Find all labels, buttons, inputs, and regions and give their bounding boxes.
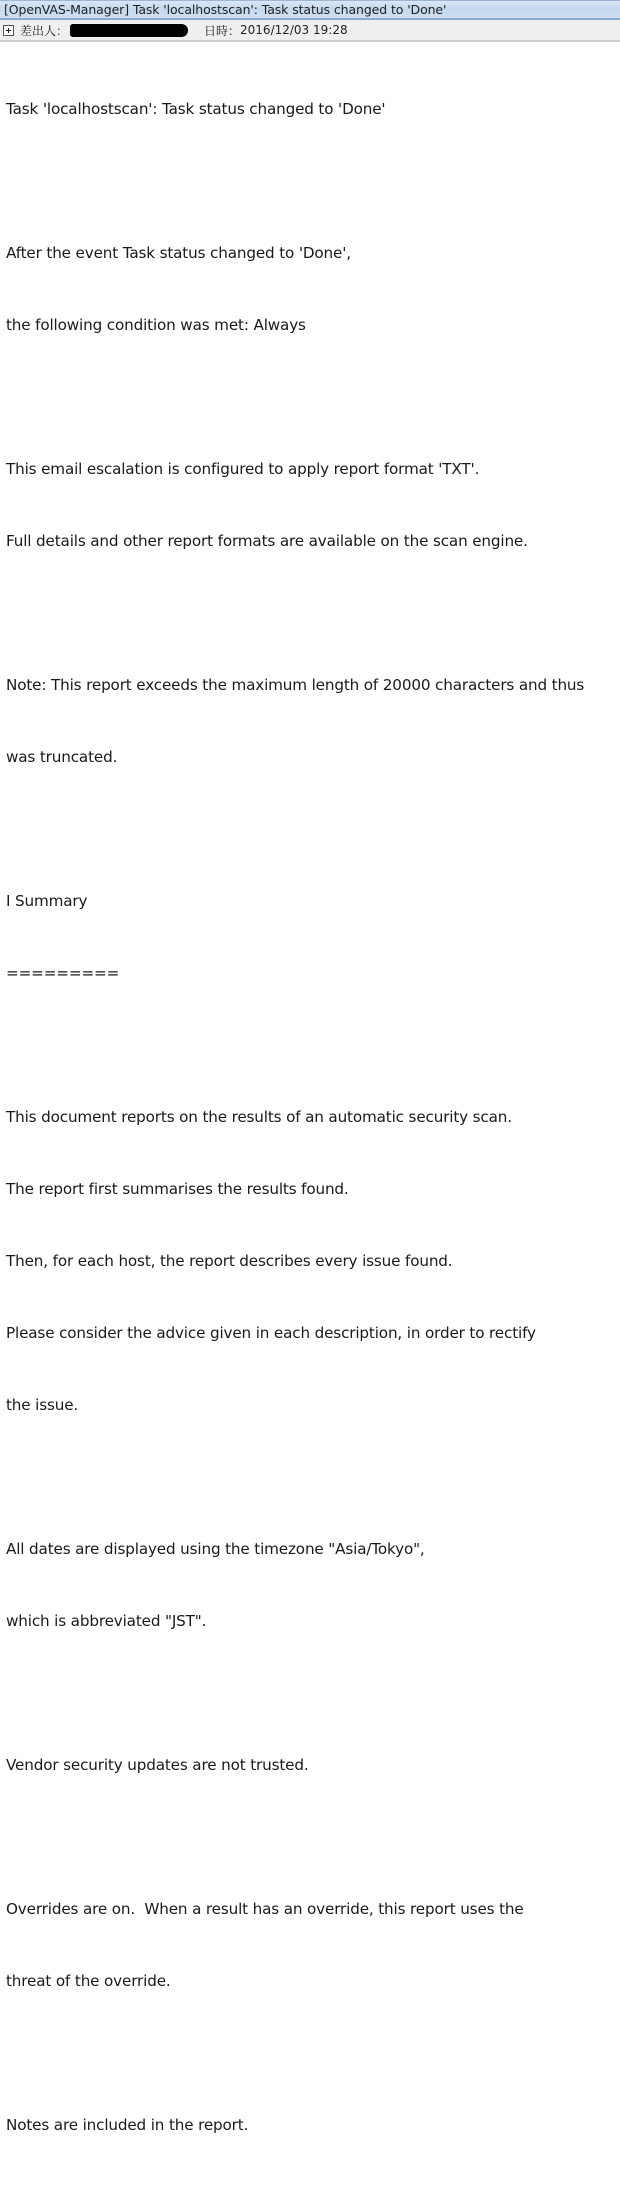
sender-address-redacted[interactable] — [70, 24, 188, 37]
body-line: the following condition was met: Always — [6, 316, 306, 334]
body-paragraph — [6, 49, 620, 169]
date-value: 2016/12/03 19:28 — [240, 23, 348, 37]
body-line: threat of the override. — [6, 1972, 171, 1990]
body-paragraph — [6, 625, 620, 817]
summary-heading — [6, 841, 620, 1033]
body-line: Vendor security updates are not trusted. — [6, 1756, 309, 1774]
body-paragraph — [6, 1705, 620, 1825]
body-line: was truncated. — [6, 748, 118, 766]
body-line: Then, for each host, the report describes every issue found. — [6, 1252, 453, 1270]
body-paragraph — [6, 193, 620, 385]
body-line: Overrides are on. When a result has an override, this report uses the — [6, 1900, 524, 1918]
body-line: This email escalation is configured to apply report format 'TXT'. — [6, 460, 480, 478]
body-line: All dates are displayed using the timezone "Asia/Tokyo", — [6, 1540, 425, 1558]
body-line: which is abbreviated "JST". — [6, 1612, 207, 1630]
body-line: the issue. — [6, 1396, 79, 1414]
email-body — [0, 42, 620, 2185]
body-paragraph — [6, 1057, 620, 1465]
body-paragraph — [6, 1849, 620, 2041]
section-title: I Summary — [6, 892, 88, 910]
body-line: Notes are included in the report. — [6, 2116, 249, 2134]
body-line: This document reports on the results of an automatic security scan. — [6, 1108, 512, 1126]
body-line: Task 'localhostscan': Task status changed to 'Done' — [6, 100, 386, 118]
email-subject-bar — [0, 0, 620, 20]
body-line: Full details and other report formats are available on the scan engine. — [6, 532, 528, 550]
section-underline: ========= — [6, 964, 120, 982]
body-line: Note: This report exceeds the maximum length of 20000 characters and thus — [6, 676, 585, 694]
expand-header-icon[interactable] — [3, 25, 14, 36]
body-line: The report first summarises the results found. — [6, 1180, 349, 1198]
sender-label: 差出人： — [20, 23, 69, 38]
body-paragraph — [6, 409, 620, 601]
email-header-row — [0, 20, 620, 42]
email-subject: [OpenVAS-Manager] Task 'localhostscan': Task status changed to 'Done' — [4, 2, 447, 17]
body-line: Please consider the advice given in each description, in order to rectify — [6, 1324, 536, 1342]
body-paragraph — [6, 1489, 620, 1681]
body-line: After the event Task status changed to 'Done', — [6, 244, 351, 262]
body-paragraph — [6, 2065, 620, 2185]
date-label: 日時： — [204, 23, 241, 38]
